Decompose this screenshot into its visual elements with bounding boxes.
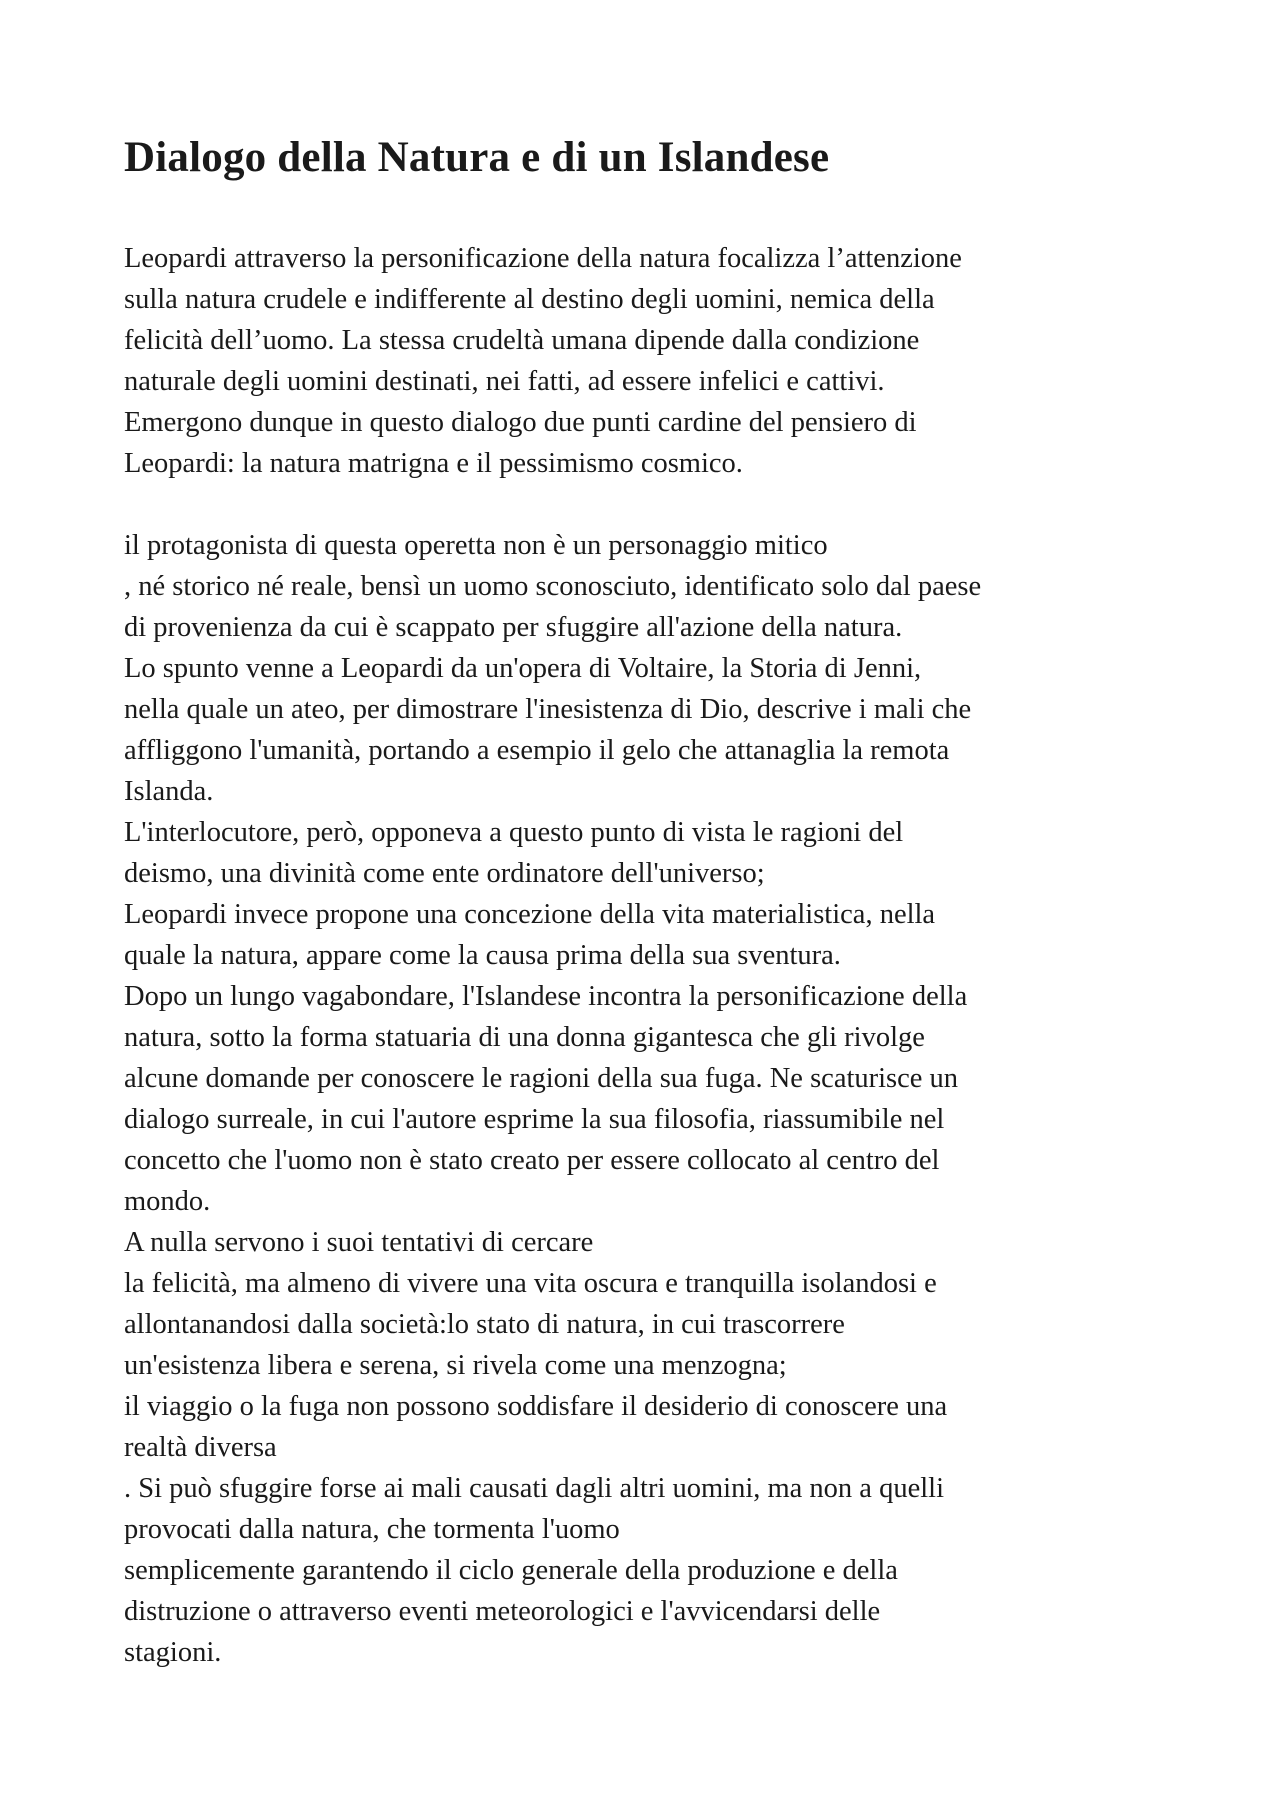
text-line: nella quale un ateo, per dimostrare l'inesistenza di Dio, descrive i mali che (124, 694, 972, 725)
document-title: Dialogo della Natura e di un Islandese (124, 134, 830, 181)
text-line: felicità dell’uomo. La stessa crudeltà umana dipende dalla condizione (124, 325, 920, 356)
text-line: Leopardi invece propone una concezione della vita materialistica, nella (124, 899, 936, 930)
text-line: . Si può sfuggire forse ai mali causati dagli altri uomini, ma non a quelli (124, 1473, 944, 1504)
text-line: A nulla servono i suoi tentativi di cercare (124, 1227, 594, 1258)
text-line: Lo spunto venne a Leopardi da un'opera di Voltaire, la Storia di Jenni, (124, 653, 922, 684)
text-line: , né storico né reale, bensì un uomo sconosciuto, identificato solo dal paese (124, 571, 982, 602)
text-line: deismo, una divinità come ente ordinatore dell'universo; (124, 858, 765, 889)
text-line: semplicemente garantendo il ciclo generale della produzione e della (124, 1555, 898, 1586)
text-line: un'esistenza libera e serena, si rivela come una menzogna; (124, 1350, 787, 1381)
text-line: Leopardi attraverso la personificazione della natura focalizza l’attenzione (124, 243, 962, 274)
paragraph-intro (124, 238, 1204, 484)
text-line: stagioni. (124, 1637, 222, 1668)
text-line: Islanda. (124, 776, 214, 807)
text-line: il protagonista di questa operetta non è un personaggio mitico (124, 530, 828, 561)
text-line: distruzione o attraverso eventi meteorologici e l'avvicendarsi delle (124, 1596, 881, 1627)
text-line: realtà diversa (124, 1432, 277, 1463)
text-line: di provenienza da cui è scappato per sfuggire all'azione della natura. (124, 612, 903, 643)
text-line: mondo. (124, 1186, 211, 1217)
text-line: Dopo un lungo vagabondare, l'Islandese incontra la personificazione della (124, 981, 968, 1012)
text-line: quale la natura, appare come la causa prima della sua sventura. (124, 940, 841, 971)
text-line: la felicità, ma almeno di vivere una vita oscura e tranquilla isolandosi e (124, 1268, 937, 1299)
text-line: natura, sotto la forma statuaria di una donna gigantesca che gli rivolge (124, 1022, 925, 1053)
paragraph-body (124, 525, 1204, 1673)
text-line: naturale degli uomini destinati, nei fatti, ad essere infelici e cattivi. (124, 366, 885, 397)
text-line: Leopardi: la natura matrigna e il pessimismo cosmico. (124, 448, 743, 479)
document-page (124, 128, 1204, 1673)
text-line: allontanandosi dalla società:lo stato di natura, in cui trascorrere (124, 1309, 845, 1340)
text-line: sulla natura crudele e indifferente al destino degli uomini, nemica della (124, 284, 935, 315)
text-line: affliggono l'umanità, portando a esempio il gelo che attanaglia la remota (124, 735, 950, 766)
text-line: concetto che l'uomo non è stato creato per essere collocato al centro del (124, 1145, 940, 1176)
text-line: Emergono dunque in questo dialogo due punti cardine del pensiero di (124, 407, 917, 438)
text-line: provocati dalla natura, che tormenta l'uomo (124, 1514, 620, 1545)
text-line: dialogo surreale, in cui l'autore esprime la sua filosofia, riassumibile nel (124, 1104, 945, 1135)
text-line: alcune domande per conoscere le ragioni della sua fuga. Ne scaturisce un (124, 1063, 959, 1094)
text-line: L'interlocutore, però, opponeva a questo punto di vista le ragioni del (124, 817, 904, 848)
text-line: il viaggio o la fuga non possono soddisfare il desiderio di conoscere una (124, 1391, 948, 1422)
